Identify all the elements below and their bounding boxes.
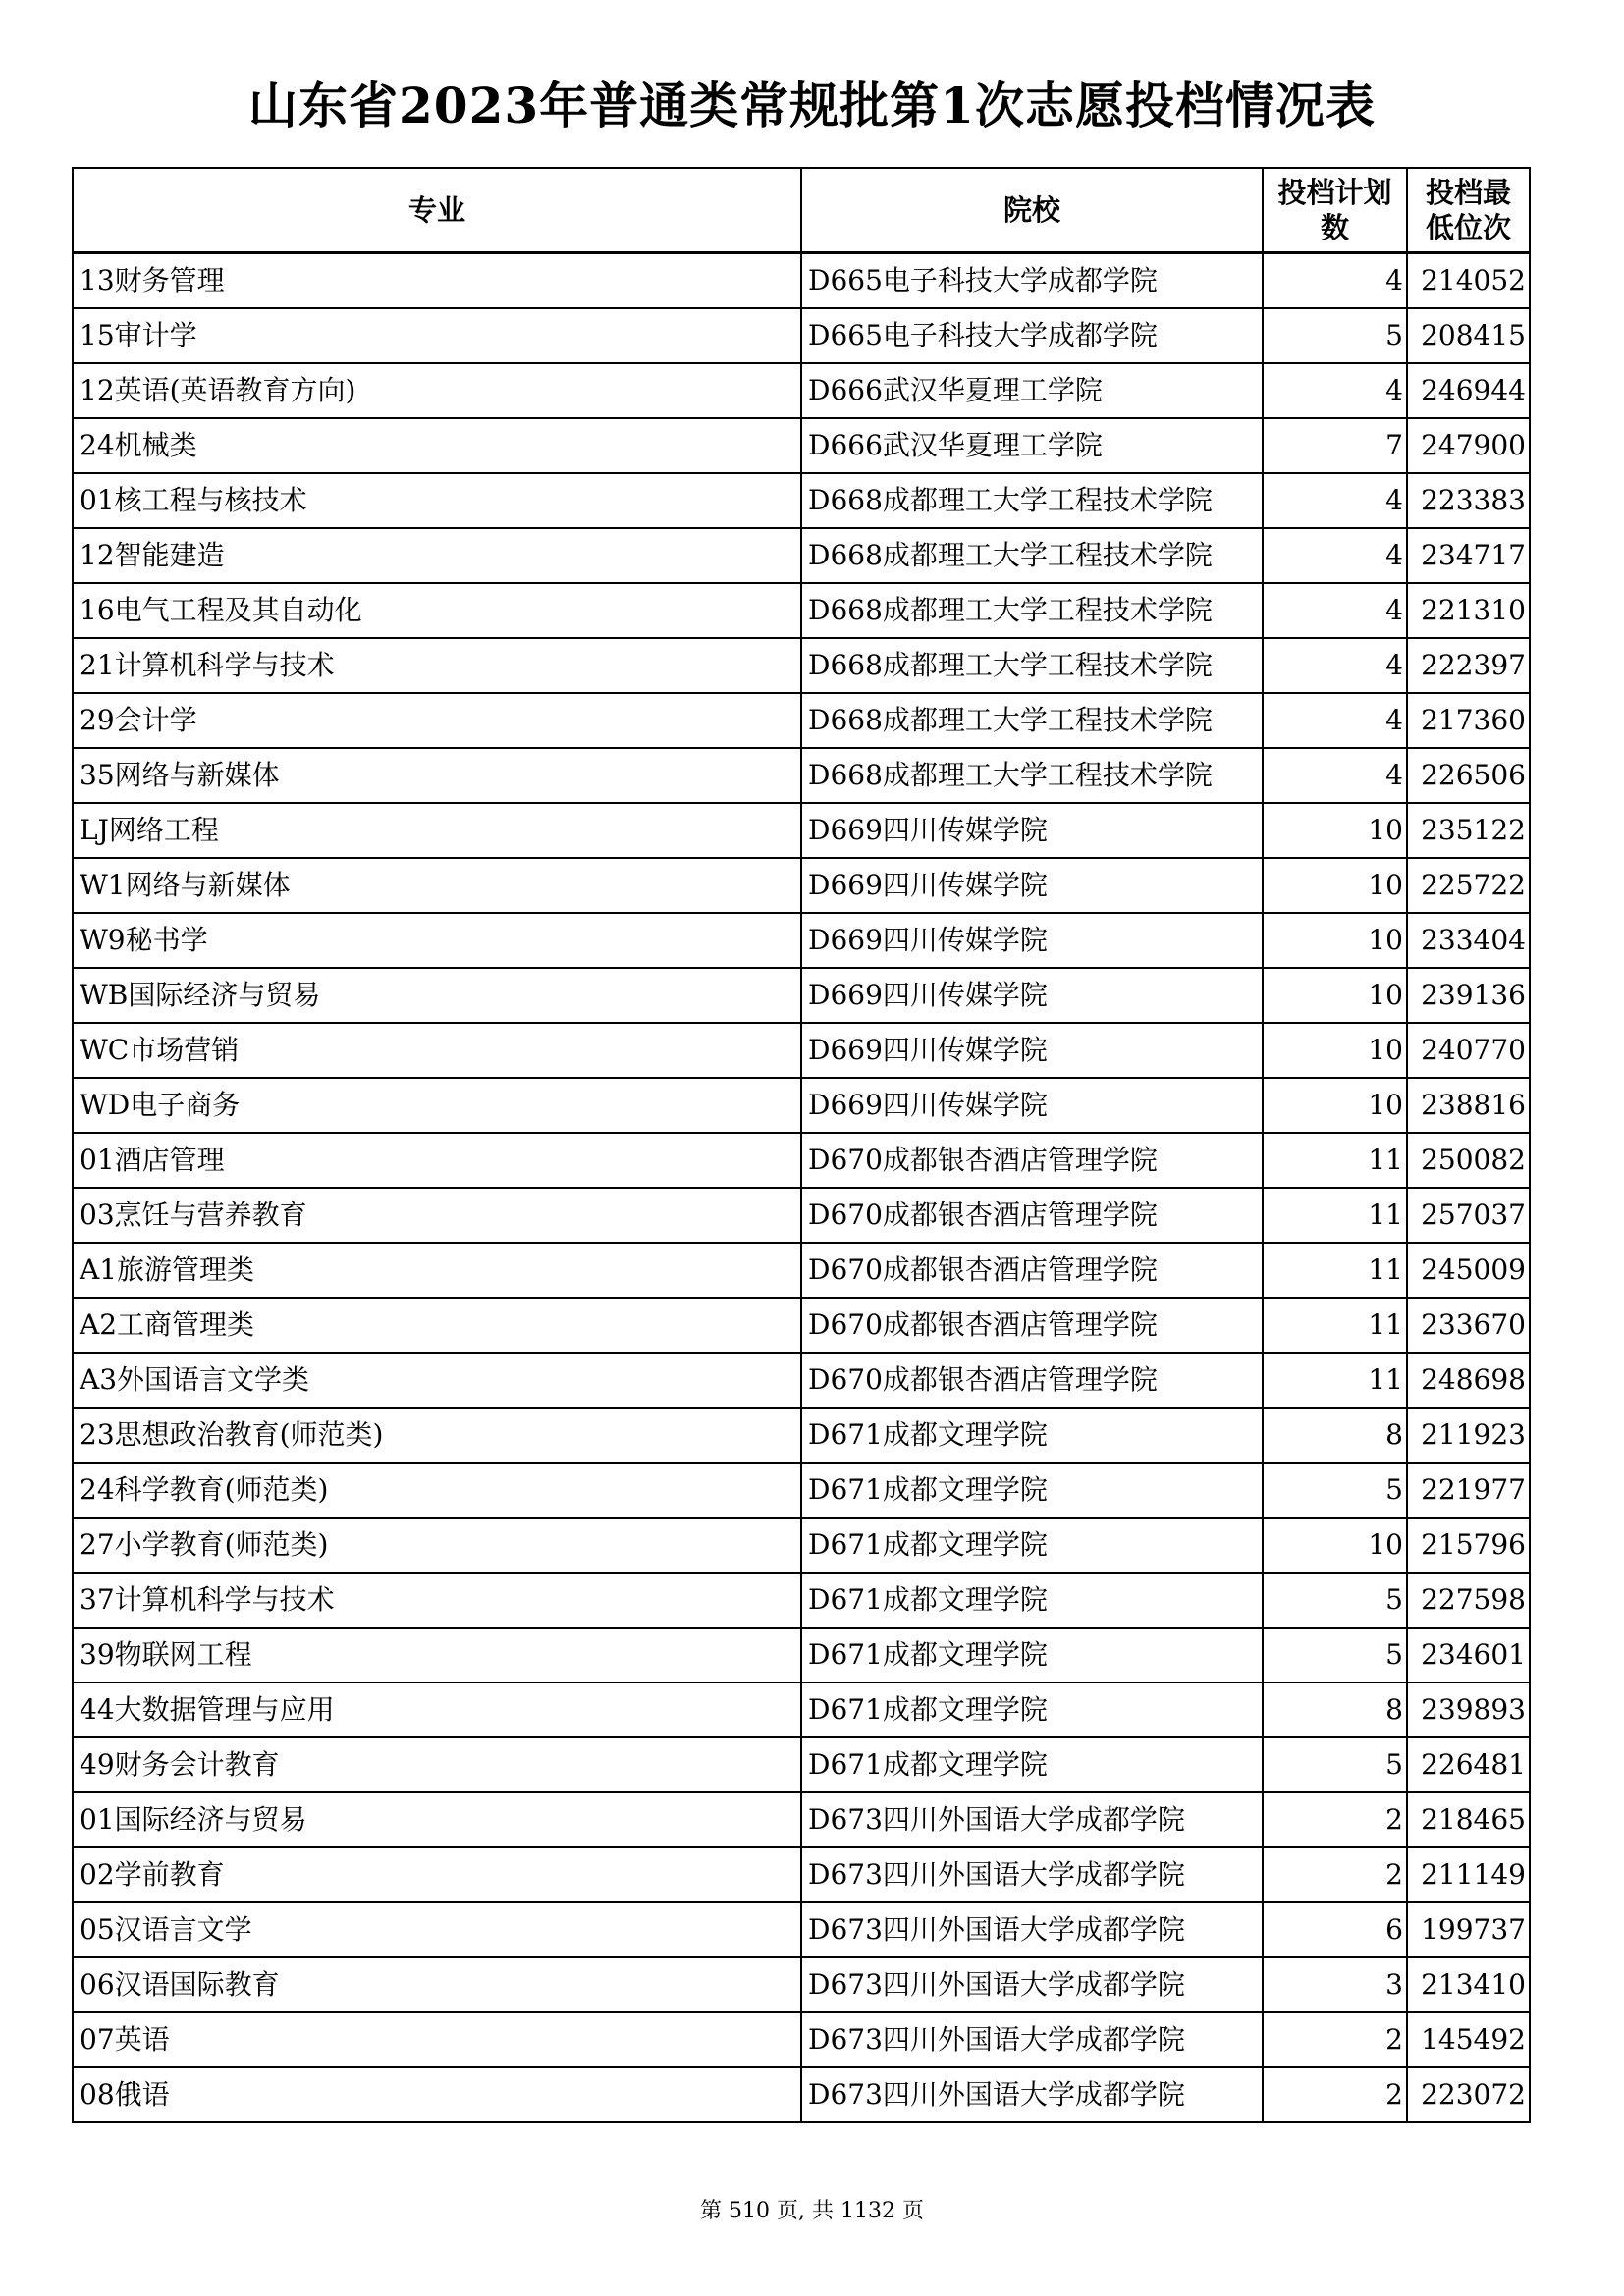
min-rank-cell: 145492: [1407, 2012, 1530, 2067]
table-row: [73, 473, 1530, 528]
major-cell: WB国际经济与贸易: [73, 968, 801, 1023]
major-cell: 16电气工程及其自动化: [73, 583, 801, 638]
table-row: [73, 253, 1530, 309]
table-row: [73, 913, 1530, 968]
major-cell: 01国际经济与贸易: [73, 1792, 801, 1847]
plan-count-cell: 4: [1263, 638, 1407, 693]
school-cell: D666武汉华夏理工学院: [801, 418, 1263, 473]
school-cell: D673四川外国语大学成都学院: [801, 1957, 1263, 2012]
major-cell: 21计算机科学与技术: [73, 638, 801, 693]
table-row: [73, 308, 1530, 363]
major-cell: 24科学教育(师范类): [73, 1463, 801, 1518]
school-cell: D671成都文理学院: [801, 1408, 1263, 1463]
plan-count-cell: 4: [1263, 748, 1407, 803]
min-rank-cell: 226481: [1407, 1737, 1530, 1792]
plan-count-cell: 11: [1263, 1353, 1407, 1408]
major-cell: A3外国语言文学类: [73, 1353, 801, 1408]
plan-count-cell: 11: [1263, 1298, 1407, 1353]
table-row: [73, 638, 1530, 693]
school-cell: D668成都理工大学工程技术学院: [801, 748, 1263, 803]
table-row: [73, 748, 1530, 803]
column-header-plan-label: 投档计划数: [1277, 176, 1392, 244]
plan-count-cell: 4: [1263, 528, 1407, 583]
min-rank-cell: 247900: [1407, 418, 1530, 473]
table-row: [73, 363, 1530, 418]
school-cell: D671成都文理学院: [801, 1463, 1263, 1518]
major-cell: W1网络与新媒体: [73, 858, 801, 913]
plan-count-cell: 5: [1263, 308, 1407, 363]
table-row: [73, 1353, 1530, 1408]
major-cell: 44大数据管理与应用: [73, 1682, 801, 1737]
table-row: [73, 1078, 1530, 1133]
major-cell: 23思想政治教育(师范类): [73, 1408, 801, 1463]
major-cell: 06汉语国际教育: [73, 1957, 801, 2012]
min-rank-cell: 233670: [1407, 1298, 1530, 1353]
table-row: [73, 968, 1530, 1023]
major-cell: 12英语(英语教育方向): [73, 363, 801, 418]
school-cell: D671成都文理学院: [801, 1573, 1263, 1628]
school-cell: D673四川外国语大学成都学院: [801, 1792, 1263, 1847]
admissions-table: [72, 167, 1531, 2123]
plan-count-cell: 10: [1263, 803, 1407, 858]
major-cell: 01核工程与核技术: [73, 473, 801, 528]
school-cell: D669四川传媒学院: [801, 858, 1263, 913]
min-rank-cell: 248698: [1407, 1353, 1530, 1408]
school-cell: D668成都理工大学工程技术学院: [801, 638, 1263, 693]
school-cell: D668成都理工大学工程技术学院: [801, 693, 1263, 748]
major-cell: A1旅游管理类: [73, 1243, 801, 1298]
min-rank-cell: 239893: [1407, 1682, 1530, 1737]
table-header-row: [73, 168, 1530, 253]
table-row: [73, 1737, 1530, 1792]
page-title: 山东省2023年普通类常规批第1次志愿投档情况表: [248, 77, 1376, 134]
min-rank-cell: 240770: [1407, 1023, 1530, 1078]
page-footer: 第 510 页, 共 1132 页: [700, 2199, 924, 2223]
school-cell: D670成都银杏酒店管理学院: [801, 1353, 1263, 1408]
major-cell: 13财务管理: [73, 253, 801, 309]
min-rank-cell: 225722: [1407, 858, 1530, 913]
table-row: [73, 1957, 1530, 2012]
plan-count-cell: 6: [1263, 1902, 1407, 1957]
major-cell: A2工商管理类: [73, 1298, 801, 1353]
min-rank-cell: 239136: [1407, 968, 1530, 1023]
column-header-major: 专业: [73, 168, 801, 253]
major-cell: 37计算机科学与技术: [73, 1573, 801, 1628]
major-cell: 01酒店管理: [73, 1133, 801, 1188]
table-row: [73, 1463, 1530, 1518]
table-body: [73, 253, 1530, 2123]
plan-count-cell: 2: [1263, 1792, 1407, 1847]
min-rank-cell: 211149: [1407, 1847, 1530, 1902]
major-cell: W9秘书学: [73, 913, 801, 968]
table-row: [73, 1628, 1530, 1682]
table-row: [73, 1518, 1530, 1573]
school-cell: D671成都文理学院: [801, 1737, 1263, 1792]
plan-count-cell: 3: [1263, 1957, 1407, 2012]
school-cell: D668成都理工大学工程技术学院: [801, 528, 1263, 583]
major-cell: 05汉语言文学: [73, 1902, 801, 1957]
min-rank-cell: 208415: [1407, 308, 1530, 363]
plan-count-cell: 5: [1263, 1737, 1407, 1792]
table-row: [73, 418, 1530, 473]
major-cell: 02学前教育: [73, 1847, 801, 1902]
major-cell: 29会计学: [73, 693, 801, 748]
column-header-rank: [1407, 168, 1530, 253]
plan-count-cell: 4: [1263, 253, 1407, 309]
plan-count-cell: 10: [1263, 1518, 1407, 1573]
major-cell: WD电子商务: [73, 1078, 801, 1133]
major-cell: 03烹饪与营养教育: [73, 1188, 801, 1243]
school-cell: D666武汉华夏理工学院: [801, 363, 1263, 418]
plan-count-cell: 4: [1263, 363, 1407, 418]
min-rank-cell: 245009: [1407, 1243, 1530, 1298]
school-cell: D673四川外国语大学成都学院: [801, 1902, 1263, 1957]
plan-count-cell: 4: [1263, 583, 1407, 638]
school-cell: D671成都文理学院: [801, 1628, 1263, 1682]
major-cell: 35网络与新媒体: [73, 748, 801, 803]
table-row: [73, 1408, 1530, 1463]
min-rank-cell: 250082: [1407, 1133, 1530, 1188]
min-rank-cell: 199737: [1407, 1902, 1530, 1957]
min-rank-cell: 233404: [1407, 913, 1530, 968]
school-cell: D670成都银杏酒店管理学院: [801, 1298, 1263, 1353]
school-cell: D669四川传媒学院: [801, 1078, 1263, 1133]
school-cell: D669四川传媒学院: [801, 968, 1263, 1023]
school-cell: D669四川传媒学院: [801, 1023, 1263, 1078]
school-cell: D665电子科技大学成都学院: [801, 308, 1263, 363]
table-row: [73, 1902, 1530, 1957]
table-row: [73, 1298, 1530, 1353]
plan-count-cell: 10: [1263, 1078, 1407, 1133]
major-cell: 39物联网工程: [73, 1628, 801, 1682]
min-rank-cell: 213410: [1407, 1957, 1530, 2012]
plan-count-cell: 11: [1263, 1133, 1407, 1188]
table-row: [73, 1188, 1530, 1243]
school-cell: D669四川传媒学院: [801, 803, 1263, 858]
school-cell: D673四川外国语大学成都学院: [801, 1847, 1263, 1902]
table-row: [73, 1573, 1530, 1628]
plan-count-cell: 11: [1263, 1188, 1407, 1243]
min-rank-cell: 227598: [1407, 1573, 1530, 1628]
school-cell: D668成都理工大学工程技术学院: [801, 583, 1263, 638]
major-cell: 27小学教育(师范类): [73, 1518, 801, 1573]
table-row: [73, 803, 1530, 858]
school-cell: D665电子科技大学成都学院: [801, 253, 1263, 309]
min-rank-cell: 221310: [1407, 583, 1530, 638]
major-cell: 24机械类: [73, 418, 801, 473]
major-cell: 49财务会计教育: [73, 1737, 801, 1792]
min-rank-cell: 238816: [1407, 1078, 1530, 1133]
school-cell: D670成都银杏酒店管理学院: [801, 1243, 1263, 1298]
column-header-plan: [1263, 168, 1407, 253]
min-rank-cell: 218465: [1407, 1792, 1530, 1847]
plan-count-cell: 2: [1263, 1847, 1407, 1902]
min-rank-cell: 217360: [1407, 693, 1530, 748]
table-row: [73, 1023, 1530, 1078]
plan-count-cell: 10: [1263, 968, 1407, 1023]
min-rank-cell: 222397: [1407, 638, 1530, 693]
plan-count-cell: 5: [1263, 1463, 1407, 1518]
min-rank-cell: 214052: [1407, 253, 1530, 309]
school-cell: D671成都文理学院: [801, 1682, 1263, 1737]
column-header-rank-label: 投档最低位次: [1425, 176, 1511, 244]
min-rank-cell: 234601: [1407, 1628, 1530, 1682]
table-row: [73, 528, 1530, 583]
table-row: [73, 1847, 1530, 1902]
plan-count-cell: 4: [1263, 693, 1407, 748]
plan-count-cell: 4: [1263, 473, 1407, 528]
school-cell: D673四川外国语大学成都学院: [801, 2012, 1263, 2067]
min-rank-cell: 246944: [1407, 363, 1530, 418]
min-rank-cell: 223072: [1407, 2067, 1530, 2122]
min-rank-cell: 234717: [1407, 528, 1530, 583]
min-rank-cell: 235122: [1407, 803, 1530, 858]
table-row: [73, 1133, 1530, 1188]
major-cell: 15审计学: [73, 308, 801, 363]
school-cell: D668成都理工大学工程技术学院: [801, 473, 1263, 528]
min-rank-cell: 215796: [1407, 1518, 1530, 1573]
min-rank-cell: 211923: [1407, 1408, 1530, 1463]
plan-count-cell: 2: [1263, 2012, 1407, 2067]
major-cell: 08俄语: [73, 2067, 801, 2122]
table-row: [73, 1682, 1530, 1737]
plan-count-cell: 7: [1263, 418, 1407, 473]
plan-count-cell: 5: [1263, 1628, 1407, 1682]
table-row: [73, 2012, 1530, 2067]
major-cell: LJ网络工程: [73, 803, 801, 858]
plan-count-cell: 8: [1263, 1408, 1407, 1463]
table-row: [73, 583, 1530, 638]
plan-count-cell: 5: [1263, 1573, 1407, 1628]
school-cell: D673四川外国语大学成都学院: [801, 2067, 1263, 2122]
min-rank-cell: 226506: [1407, 748, 1530, 803]
school-cell: D670成都银杏酒店管理学院: [801, 1188, 1263, 1243]
plan-count-cell: 11: [1263, 1243, 1407, 1298]
school-cell: D670成都银杏酒店管理学院: [801, 1133, 1263, 1188]
plan-count-cell: 8: [1263, 1682, 1407, 1737]
table-row: [73, 2067, 1530, 2122]
table-row: [73, 693, 1530, 748]
min-rank-cell: 221977: [1407, 1463, 1530, 1518]
table-row: [73, 1792, 1530, 1847]
major-cell: 12智能建造: [73, 528, 801, 583]
table-row: [73, 1243, 1530, 1298]
plan-count-cell: 2: [1263, 2067, 1407, 2122]
plan-count-cell: 10: [1263, 1023, 1407, 1078]
major-cell: 07英语: [73, 2012, 801, 2067]
column-header-school: 院校: [801, 168, 1263, 253]
min-rank-cell: 257037: [1407, 1188, 1530, 1243]
school-cell: D671成都文理学院: [801, 1518, 1263, 1573]
plan-count-cell: 10: [1263, 858, 1407, 913]
school-cell: D669四川传媒学院: [801, 913, 1263, 968]
major-cell: WC市场营销: [73, 1023, 801, 1078]
table-row: [73, 858, 1530, 913]
min-rank-cell: 223383: [1407, 473, 1530, 528]
plan-count-cell: 10: [1263, 913, 1407, 968]
